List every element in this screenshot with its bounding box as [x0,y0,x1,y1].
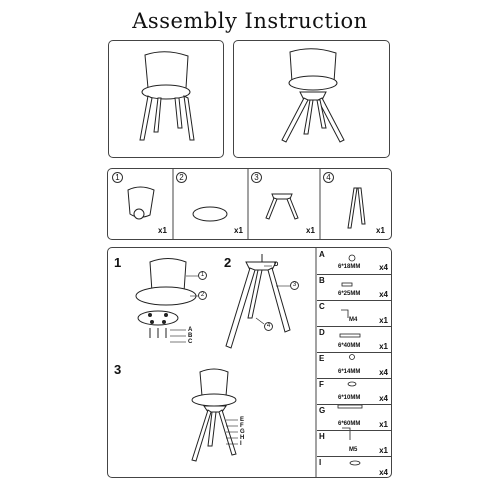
hardware-letter: H [319,432,325,441]
part-shell-illustration [128,187,154,219]
step2-illustration [226,254,290,348]
hardware-row-g [317,405,391,431]
hardware-size: 6*25MM [338,291,361,297]
hardware-size: M4 [349,317,358,323]
hardware-row-d [317,327,391,353]
part-qty-2: x1 [234,226,243,235]
step2-letter-d: D [274,262,279,268]
part-qty-3: x1 [306,226,315,235]
step1-letter-a: A [188,327,193,333]
hardware-row-e [317,353,391,379]
step1-letter-c: C [188,339,193,345]
callout-2: 2 [198,291,207,300]
hardware-letter: G [319,406,326,415]
chair-front-illustration [140,52,194,140]
part-cushion-illustration [193,207,227,221]
step3-letter-g: G [240,429,245,435]
hardware-letter: A [319,250,325,259]
step3-letter-i: I [240,441,242,447]
step3-illustration [192,369,238,461]
chair-under-illustration [282,49,344,142]
step3-letter-h: H [240,435,245,441]
part-number-3: 3 [251,172,262,183]
hardware-qty: x4 [379,290,388,299]
hardware-row-h [317,431,391,457]
part-qty-1: x1 [158,226,167,235]
hardware-letter: D [319,328,325,337]
step-2-number: 2 [224,255,232,270]
hardware-letter: B [319,276,325,285]
hardware-row-f [317,379,391,405]
callout-1: 1 [198,271,207,280]
page-title: Assembly Instruction [132,9,368,33]
hardware-letter: E [319,354,325,363]
part-frame-illustration [266,194,298,219]
hardware-size: 6*60MM [338,421,361,427]
hardware-qty: x4 [379,468,388,477]
parts-strip-dividers [173,168,320,240]
hardware-size: 6*18MM [338,264,361,270]
hardware-size: 6*10MM [338,395,361,401]
callout-4: 4 [264,322,273,331]
step-3-number: 3 [114,362,122,377]
hardware-row-b [317,275,391,301]
part-number-2: 2 [176,172,187,183]
hardware-letter: F [319,380,324,389]
hardware-row-i [317,457,391,479]
hardware-letter: I [319,458,322,467]
hardware-qty: x1 [379,446,388,455]
hardware-qty: x1 [379,342,388,351]
part-qty-4: x1 [376,226,385,235]
part-legs-illustration [348,188,365,228]
hardware-size: 6*14MM [338,369,361,375]
callout-3: 3 [290,281,299,290]
hardware-qty: x4 [379,368,388,377]
hardware-qty: x1 [379,420,388,429]
step-1-number: 1 [114,255,122,270]
hardware-qty: x4 [379,394,388,403]
step3-letter-f: F [240,423,244,429]
step3-letter-e: E [240,417,245,423]
hardware-letter: C [319,302,325,311]
hardware-row-c [317,301,391,327]
hardware-size: 6*40MM [338,343,361,349]
part-number-1: 1 [112,172,123,183]
step1-letter-b: B [188,333,193,339]
hardware-qty: x1 [379,316,388,325]
hardware-qty: x4 [379,263,388,272]
hardware-row-a [317,249,391,275]
part-number-4: 4 [323,172,334,183]
hardware-size: M5 [349,447,358,453]
